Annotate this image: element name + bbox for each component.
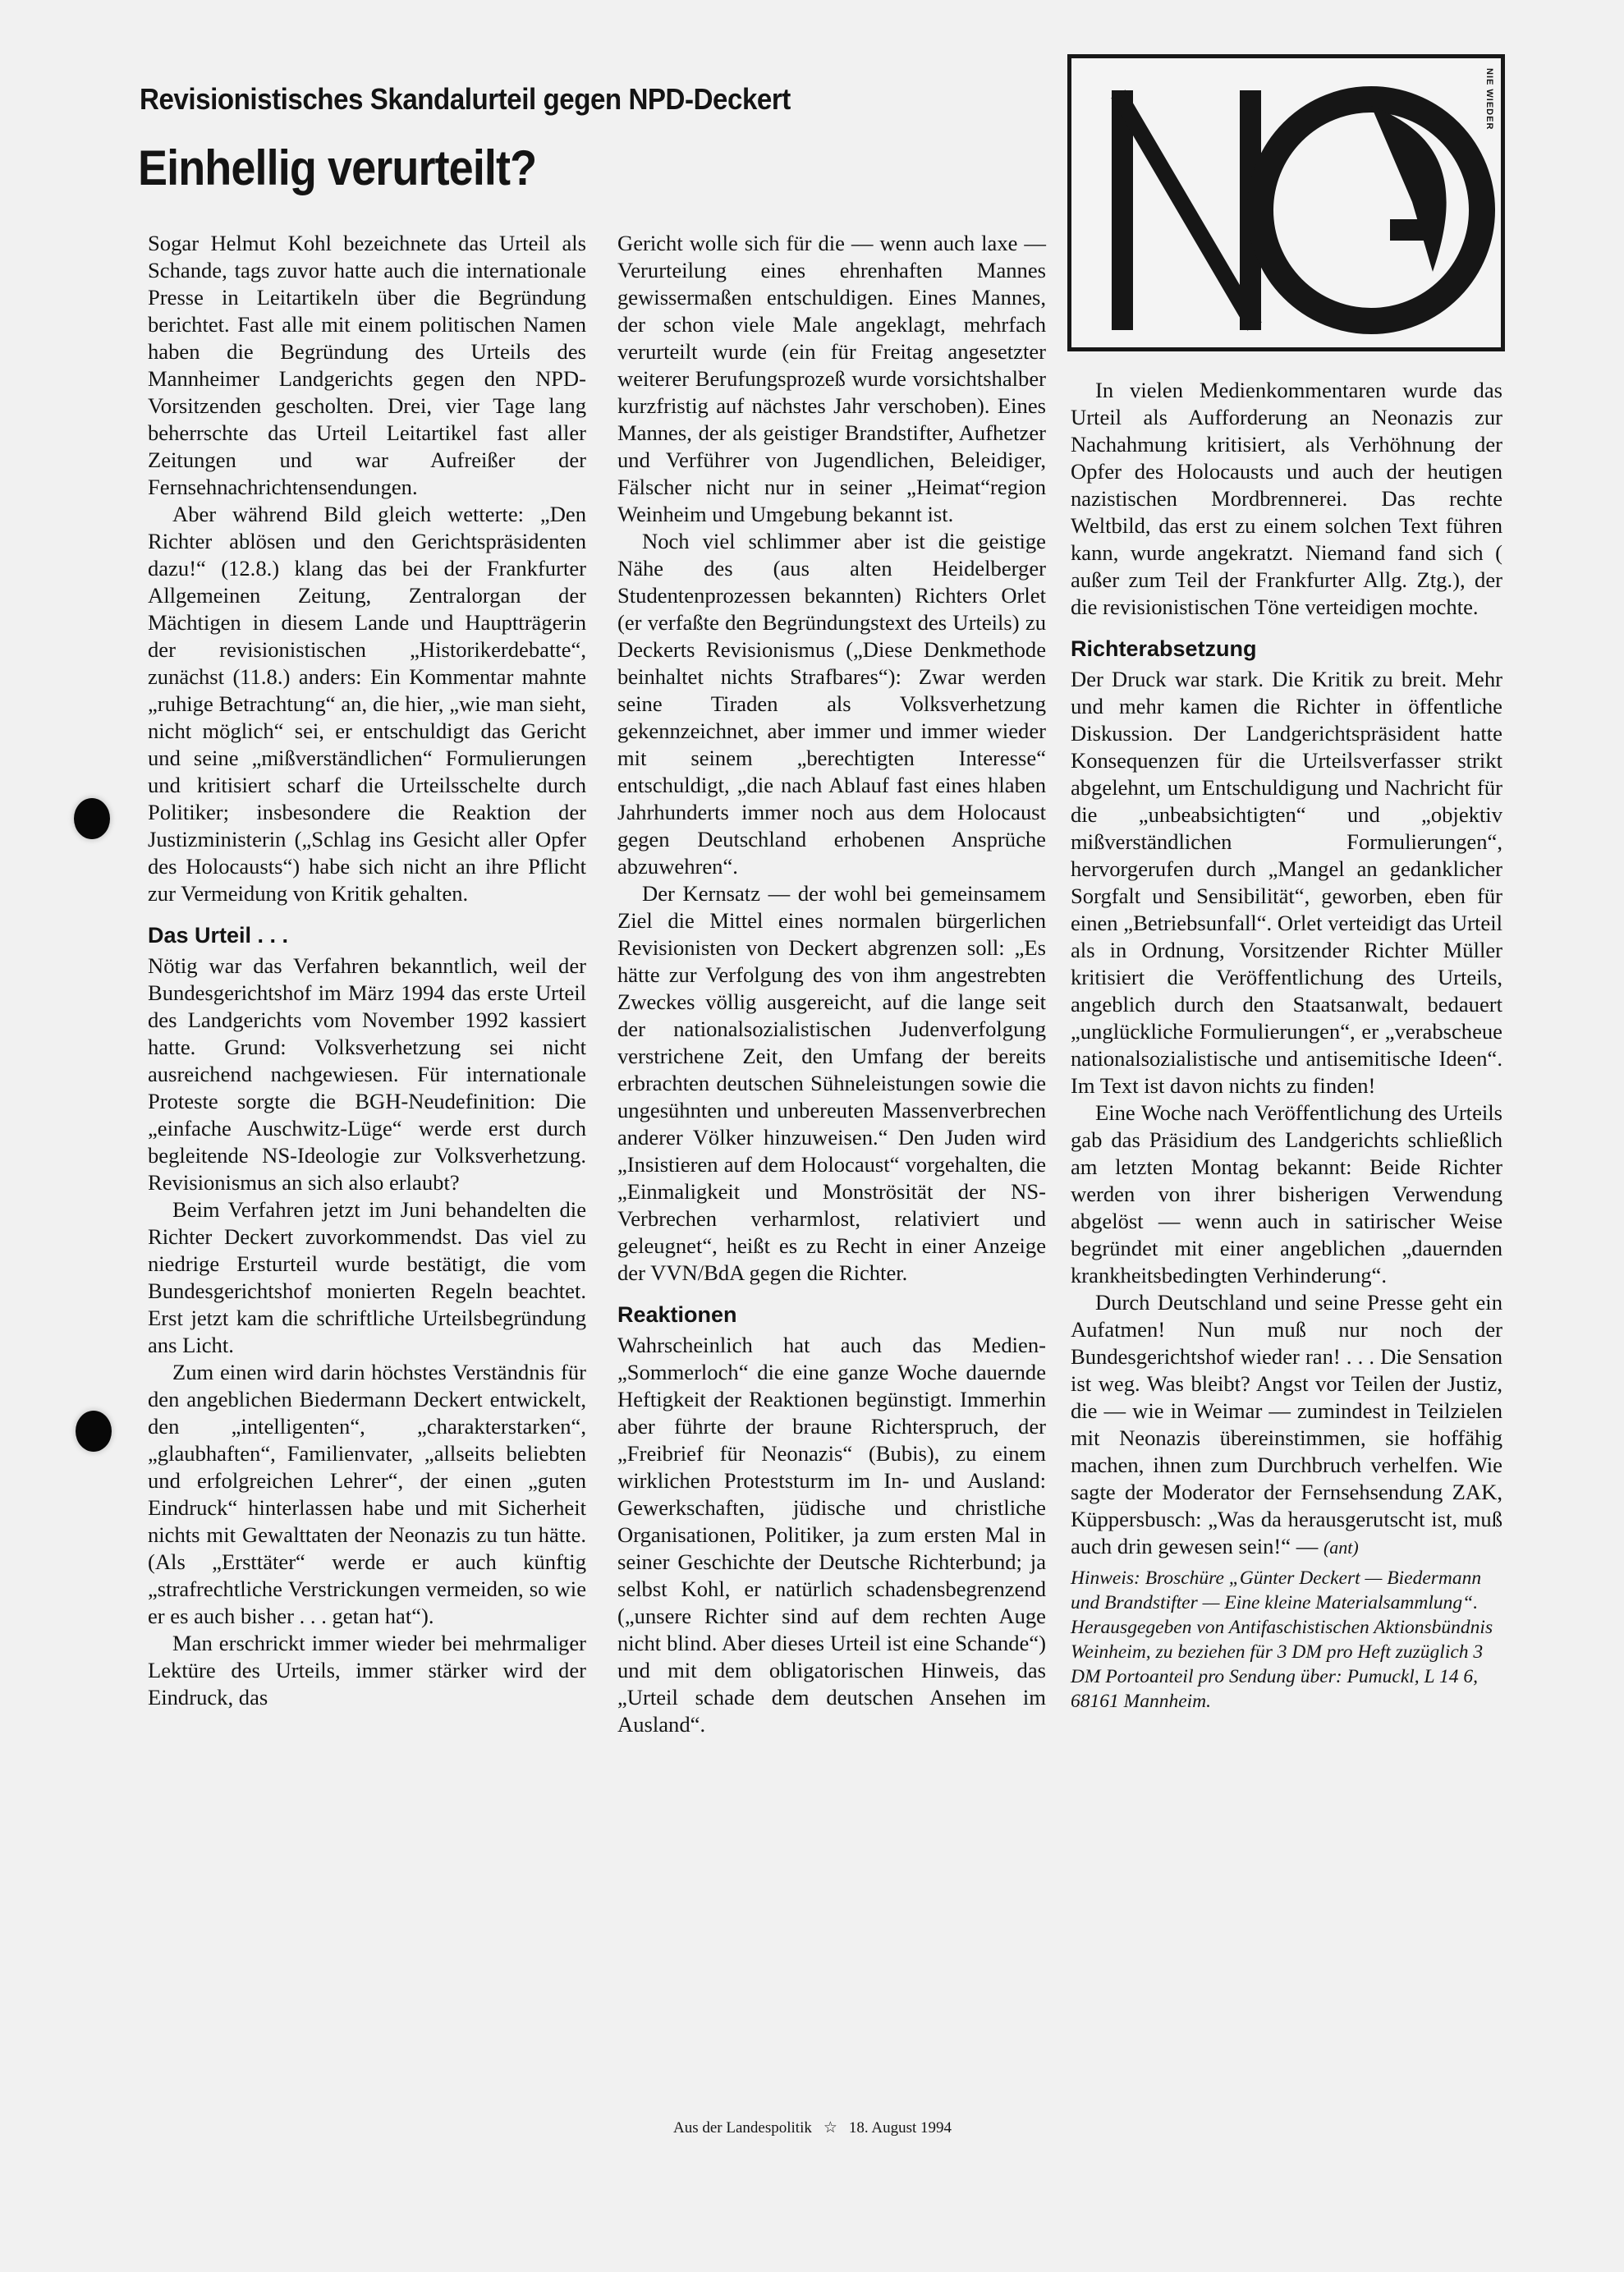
article-column-2 <box>617 230 1046 1738</box>
paragraph: Zum einen wird darin höchstes Verständnis für den angeblichen Biedermann Deckert entwickelt, den „intelligenten“, „charakterstarken“, „glaubhaften“, Familienvater, „allseits beliebten und erfolgreichen Lehrer“, der einen „guten Eindruck“ hinterlassen habe und mit Sicherheit nichts mit Gewalttaten der Neonazis zu tun hätte. (Als „Ersttäter“ werde er auch künftig „strafrechtliche Verstrickungen vermeiden, so wie er es auch bisher . . . getan hat“). <box>148 1360 586 1628</box>
footer-publication: Aus der Landespolitik <box>673 2119 812 2137</box>
paragraph: Gericht wolle sich für die — wenn auch laxe — Verurteilung eines ehrenhaften Mannes gewissermaßen entschuldigen. Eines Mannes, der schon viele Male angeklagt, mehrfach verurteilt wurde (ein für Freitag angesetzter weiterer Berufungsprozeß wurde vorsichtshalber kurzfristig auf nächstes Jahr verschoben). Eines Mannes, der als geistiger Brandstifter, Aufhetzer und Verführer von Jugendlichen, Beleidiger, Fälscher nicht nur in seiner „Heimat“region Weinheim und Umgebung bekannt ist. <box>617 231 1046 526</box>
subheading-richterabsetzung: Richterabsetzung <box>1071 636 1257 661</box>
article-column-1 <box>148 230 586 1711</box>
no-graphic <box>1067 54 1505 351</box>
author-signature: (ant) <box>1323 1537 1359 1558</box>
subheading-das-urteil: Das Urteil . . . <box>148 923 289 948</box>
paragraph <box>1071 1289 1502 1561</box>
subheading-reaktionen: Reaktionen <box>617 1302 737 1327</box>
paragraph: Beim Verfahren jetzt im Juni behandelten die Richter Deckert zuvorkommendst. Das viel zu niedrige Ersturteil wurde bestätigt, die vom Bundesgerichtshof monierten Regeln beachtet. Erst jetzt kam die schriftliche Urteilsbegründung ans Licht. <box>148 1197 586 1357</box>
no-lettering-graphic <box>1071 58 1501 347</box>
paragraph: Wahrscheinlich hat auch das Medien-„Sommerloch“ die eine ganze Woche dauernde Heftigkeit der Reaktionen begünstigt. Immerhin aber führte der braune Richterspruch, der „Freibrief für Neonazis“ (Bubis), zu einem wirklichen Proteststurm im In- und Ausland: Gewerkschaften, jüdische und christliche Organisationen, Politiker, ja zum ersten Mal in seiner Geschichte der Deutsche Richterbund; ja selbst Kohl, er natürlich schadensbegrenzend („unsere Richter sind auf dem rechten Auge nicht blind. Aber dieses Urteil ist eine Schande“) und mit dem obligatorischen Hinweis, das „Urteil schade dem deutschen Ansehen im Ausland“. <box>617 1333 1046 1737</box>
paragraph: In vielen Medienkommentaren wurde das Urteil als Aufforderung an Neonazis zur Nachahmung kritisiert, als Verhöhnung der Opfer des Holocausts und auch der heutigen nazistischen Mordbrennerei. Das rechte Weltbild, das erst zu einem solchen Text führen kann, wurde angekratzt. Niemand fand sich ( außer zum Teil der Frankfurter Allg. Ztg.), der die revisionistischen Töne verteidigen mochte. <box>1071 378 1502 619</box>
punch-hole <box>74 798 110 839</box>
star-icon: ☆ <box>823 2119 837 2137</box>
brochure-note: Hinweis: Broschüre „Günter Deckert — Biedermann und Brandstifter — Eine kleine Materialsammlung“. Herausgegeben von Antifaschistischen Aktionsbündnis Weinheim, zu beziehen für 3 DM pro Heft zuzüglich 3 DM Portoanteil pro Sendung über: Pumuckl, L 14 6, 68161 Mannheim. <box>1071 1567 1493 1712</box>
headline: Einhellig verurteilt? <box>138 140 537 195</box>
footer-date: 18. August 1994 <box>848 2119 952 2137</box>
paragraph: Aber während Bild gleich wetterte: „Den Richter ablösen und den Gerichtspräsidenten dazu!“ (12.8.) klang das bei der Frankfurter Allgemeinen Zeitung, Zentralorgan der Mächtigen in diesem Lande und Hauptträgerin der revisionistischen „Historikerdebatte“, zunächst (11.8.) anders: Ein Kommentar mahnte „ruhige Betrachtung“ an, die hier, „wie man sieht, nicht möglich“ sei, er entschuldigt das Gericht und seine „mißverständlichen“ Formulierungen und kritisiert scharf die Urteilsschelte durch Politiker; insbesondere die Reaktion der Justizministerin („Schlag ins Gesicht aller Opfer des Holocausts“) habe sich nicht an ihre Pflicht zur Vermeidung von Kritik gehalten. <box>148 502 586 906</box>
article-column-3 <box>1071 377 1502 1714</box>
punch-hole <box>76 1411 112 1452</box>
paragraph: Der Druck war stark. Die Kritik zu breit. Mehr und mehr kamen die Richter in öffentliche Diskussion. Der Landgerichtspräsident hatte Konsequenzen für die Urteilsverfasser strikt abgelehnt, um Entschuldigung und Nachricht für die „unbeabsichtigten“ und „objektiv mißverständlichen Formulierungen“, hervorgerufen durch „Mangel an gedanklicher Sorgfalt und Sensibilität“, geworben, eben für einen „Betriebsunfall“. Orlet verteidigt das Urteil als in Ordnung, Vorsitzender Richter Müller kritisiert die Veröffentlichung des Urteils, angeblich durch den Staatsanwalt, bedauert „unglückliche Formulierungen“, er „verabscheue nationalsozialistische und antisemitische Ideen“. Im Text ist davon nichts zu finden! <box>1071 667 1502 1098</box>
kicker: Revisionistisches Skandalurteil gegen NPD-Deckert <box>140 82 791 116</box>
paragraph: Noch viel schlimmer aber ist die geistige Nähe des (aus alten Heidelberger Studentenprozessen bekannten) Richters Orlet (er verfaßte den Begründungstext des Urteils) zu Deckerts Revisionismus („Diese Denkmethode beinhaltet nichts Strafbares“): Zwar werden seine Tiraden als Volksverhetzung gekennzeichnet, aber immer und immer wieder mit seinem „berechtigten Interesse“ entschuldigt, „die nach Ablauf fast eines hlaben Jahrhunderts immer noch aus dem Holocaust gegen Deutschland erhobenen Ansprüche abzuwehren“. <box>617 529 1046 879</box>
paragraph: Sogar Helmut Kohl bezeichnete das Urteil als Schande, tags zuvor hatte auch die internationale Presse in Leitartikeln über die Begründung berichtet. Fast alle mit einem politischen Namen haben die Begründung des Urteils des Mannheimer Landgerichts gegen den NPD-Vorsitzenden gescholten. Drei, vier Tage lang beherrschte das Urteil Leitartikel fast aller Zeitungen und war Aufreißer der Fernsehnachrichtensendungen. <box>148 231 586 499</box>
paragraph: Eine Woche nach Veröffentlichung des Urteils gab das Präsidium des Landgerichts schließlich am letzten Montag bekannt: Beide Richter werden von ihrer bisherigen Verwendung abgelöst — wenn auch in satirischer Weise begründet mit einer angeblichen „dauernden krankheitsbedingten Verhinderung“. <box>1071 1100 1502 1287</box>
paragraph: Man erschrickt immer wieder bei mehrmaliger Lektüre des Urteils, immer stärker wird der Eindruck, das <box>148 1631 586 1710</box>
paragraph: Nötig war das Verfahren bekanntlich, weil der Bundesgerichtshof im März 1994 das erste Urteil des Landgerichts vom November 1992 kassiert hatte. Grund: Volksverhetzung sei nicht ausreichend nachgewiesen. Für internationale Proteste sorgte die BGH-Neudefinition: Die „einfache Auschwitz-Lüge“ werde erst durch begleitende NS-Ideologie zur Volksverhetzung. Revisionismus an sich also erlaubt? <box>148 953 586 1195</box>
paragraph: Der Kernsatz — der wohl bei gemeinsamem Ziel die Mittel eines normalen bürgerlichen Revisionisten von Deckert abgrenzen soll: „Es hätte zur Verfolgung des von ihm angestrebten Zweckes völlig ausgereicht, auf die lange seit der nationalsozialistischen Judenverfolgung verstrichene Zeit, den Umfang der bereits erbrachten deutschen Sühneleistungen sowie die ungesühnten und unbereuten Massenverbrechen anderer Völker hinzuweisen.“ Den Juden wird „Insistieren auf dem Holocaust“ vorgehalten, die „Einmaligkeit und Monströsität der NS-Verbrechen verharmlost, relativiert und geleugnet“, heißt es zu Recht in einer Anzeige der VVN/BdA gegen die Richter. <box>617 881 1046 1285</box>
stamp-text: NIE WIEDER <box>1484 68 1494 131</box>
page-footer <box>673 2118 952 2137</box>
paragraph-text: Durch Deutschland und seine Presse geht ein Aufatmen! Nun muß nur noch der Bundesgerichtshof wieder ran! . . . Die Sensation ist weg. Was bleibt? Angst vor Teilen der Justiz, die — wie in Weimar — zumindest in Teilzielen mit Neonazis übereinstimmen, sie hoffähig machen, ihnen zum Durchbruch verhelfen. Wie sagte der Moderator der Fernsehsendung ZAK, Küppersbusch: „Was da herausgerutscht ist, muß auch drin gewesen sein!“ — <box>1071 1290 1502 1558</box>
